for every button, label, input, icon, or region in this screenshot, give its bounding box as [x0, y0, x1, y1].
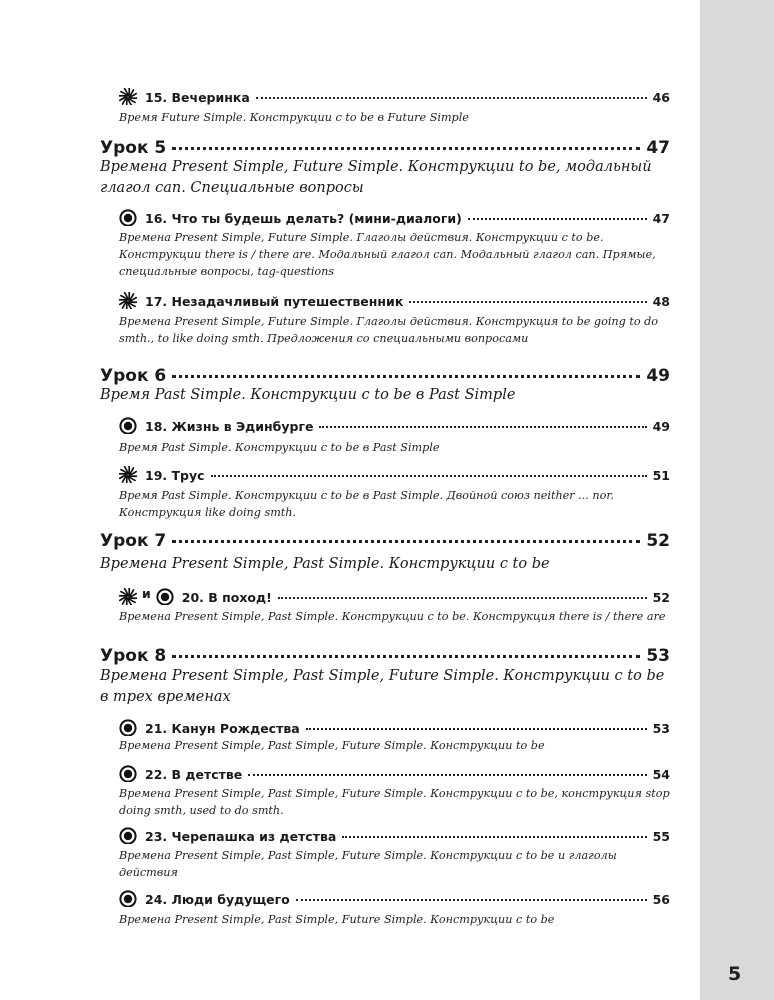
- toc-entry-15[interactable]: [119, 84, 670, 105]
- spiral-icon: [119, 588, 137, 605]
- toc-entry-description: Время Past Simple. Конструкции с to be в Past Simple: [119, 441, 440, 454]
- toc-entry-page: 54: [652, 767, 670, 782]
- toc-entry-title: 23. Черепашка из детства: [145, 829, 337, 844]
- toc-entry-title: 17. Незадачливый путешественник: [145, 294, 404, 309]
- toc-entry-title: 16. Что ты будешь делать? (мини-диалоги): [145, 211, 462, 226]
- toc-entry-page: 49: [652, 419, 670, 434]
- lesson-title: Урок 5: [100, 138, 167, 158]
- target-icon: [119, 827, 137, 844]
- lesson-title: Урок 7: [100, 531, 167, 551]
- dot-leader: [342, 836, 646, 838]
- lesson-description: Времена Present Simple, Past Simple, Future Simple. Конструкции с to be в трех временах: [100, 668, 665, 705]
- toc-entry-16[interactable]: [119, 205, 670, 226]
- lesson-heading-8[interactable]: [100, 646, 670, 666]
- target-icon: [156, 588, 174, 605]
- lesson-title: Урок 8: [100, 646, 167, 666]
- toc-entry-title: 21. Канун Рождества: [145, 721, 300, 736]
- spiral-icon: [119, 292, 137, 309]
- lesson-heading-5[interactable]: [100, 138, 670, 158]
- dot-leader: [248, 774, 646, 776]
- lesson-page: 53: [646, 646, 670, 666]
- toc-entry-title: 15. Вечеринка: [145, 90, 250, 105]
- lesson-heading-6[interactable]: [100, 366, 670, 386]
- toc-entry-description: Времена Present Simple, Future Simple. Глаголы действия. Конструкции с to be. Конструкции there is / there are. Модальный глагол can. Модальный глагол can. Прямые, специальные вопросы, tag-questions: [119, 231, 656, 278]
- toc-entry-page: 47: [652, 211, 670, 226]
- dot-leader: [409, 301, 646, 303]
- toc-entry-page: 56: [652, 892, 670, 907]
- toc-entry-description: Времена Present Simple, Past Simple, Future Simple. Конструкции с to be и глаголы действия: [119, 849, 617, 879]
- page-number: 5: [728, 963, 742, 985]
- toc-entry-title: 20. В поход!: [181, 590, 272, 605]
- target-icon: [119, 719, 137, 736]
- target-icon: [119, 765, 137, 782]
- dot-leader: [319, 426, 646, 428]
- target-icon: [119, 209, 137, 226]
- toc-entry-description: Времена Present Simple, Past Simple, Future Simple. Конструкции с to be: [119, 913, 555, 926]
- toc-entry-page: 55: [652, 829, 670, 844]
- dot-leader: [172, 375, 640, 378]
- spiral-icon: [119, 466, 137, 483]
- dot-leader: [256, 97, 647, 99]
- toc-entry-22[interactable]: [119, 761, 670, 782]
- lesson-title: Урок 6: [100, 366, 167, 386]
- lesson-description: Времена Present Simple, Past Simple. Конструкции с to be: [100, 556, 550, 572]
- toc-entry-24[interactable]: [119, 886, 670, 907]
- dot-leader: [172, 540, 640, 543]
- toc-entry-21[interactable]: [119, 715, 670, 736]
- toc-entry-17[interactable]: [119, 288, 670, 309]
- toc-entry-description: Времена Present Simple, Future Simple. Глаголы действия. Конструкция to be going to do smth., to like doing smth. Предложения со специальными вопросами: [119, 315, 659, 345]
- lesson-page: 47: [646, 138, 670, 158]
- toc-entry-23[interactable]: [119, 823, 670, 844]
- dot-leader: [278, 597, 647, 599]
- dot-leader: [296, 899, 647, 901]
- toc-entry-20[interactable]: [119, 584, 670, 605]
- toc-entry-page: 51: [652, 468, 670, 483]
- toc-entry-title: 24. Люди будущего: [145, 892, 290, 907]
- conjunction-label: и: [142, 585, 151, 601]
- toc-entry-description: Времена Present Simple, Past Simple, Future Simple. Конструкции to be: [119, 739, 545, 752]
- lesson-page: 52: [646, 531, 670, 551]
- lesson-heading-7[interactable]: [100, 531, 670, 551]
- toc-entry-18[interactable]: [119, 413, 670, 434]
- toc-entry-title: 22. В детстве: [145, 767, 243, 782]
- toc-entry-description: Время Future Simple. Конструкции с to be в Future Simple: [119, 111, 469, 124]
- toc-entry-19[interactable]: [119, 462, 670, 483]
- dot-leader: [468, 218, 647, 220]
- toc-entry-description: Время Past Simple. Конструкции с to be в Past Simple. Двойной союз neither ... nor. Конструкция like doing smth.: [119, 489, 615, 519]
- target-icon: [119, 417, 137, 434]
- page-margin-strip: [700, 0, 774, 1000]
- toc-entry-description: Времена Present Simple, Past Simple. Конструкции с to be. Конструкция there is / there are: [119, 610, 666, 623]
- dot-leader: [306, 728, 647, 730]
- dot-leader: [172, 655, 640, 658]
- target-icon: [119, 890, 137, 907]
- toc-entry-page: 46: [652, 90, 670, 105]
- toc-entry-description: Времена Present Simple, Past Simple, Future Simple. Конструкции с to be, конструкция stop doing smth, used to do smth.: [119, 787, 670, 817]
- toc-entry-title: 18. Жизнь в Эдинбурге: [145, 419, 314, 434]
- spiral-icon: [119, 88, 137, 105]
- toc-entry-title: 19. Трус: [145, 468, 205, 483]
- toc-entry-page: 48: [652, 294, 670, 309]
- dot-leader: [172, 147, 640, 150]
- lesson-page: 49: [646, 366, 670, 386]
- dot-leader: [211, 475, 647, 477]
- toc-entry-page: 53: [652, 721, 670, 736]
- lesson-description: Времена Present Simple, Future Simple. Конструкции to be, модальный глагол can. Специальные вопросы: [100, 159, 652, 196]
- toc-entry-page: 52: [652, 590, 670, 605]
- lesson-description: Время Past Simple. Конструкции с to be в Past Simple: [100, 387, 516, 403]
